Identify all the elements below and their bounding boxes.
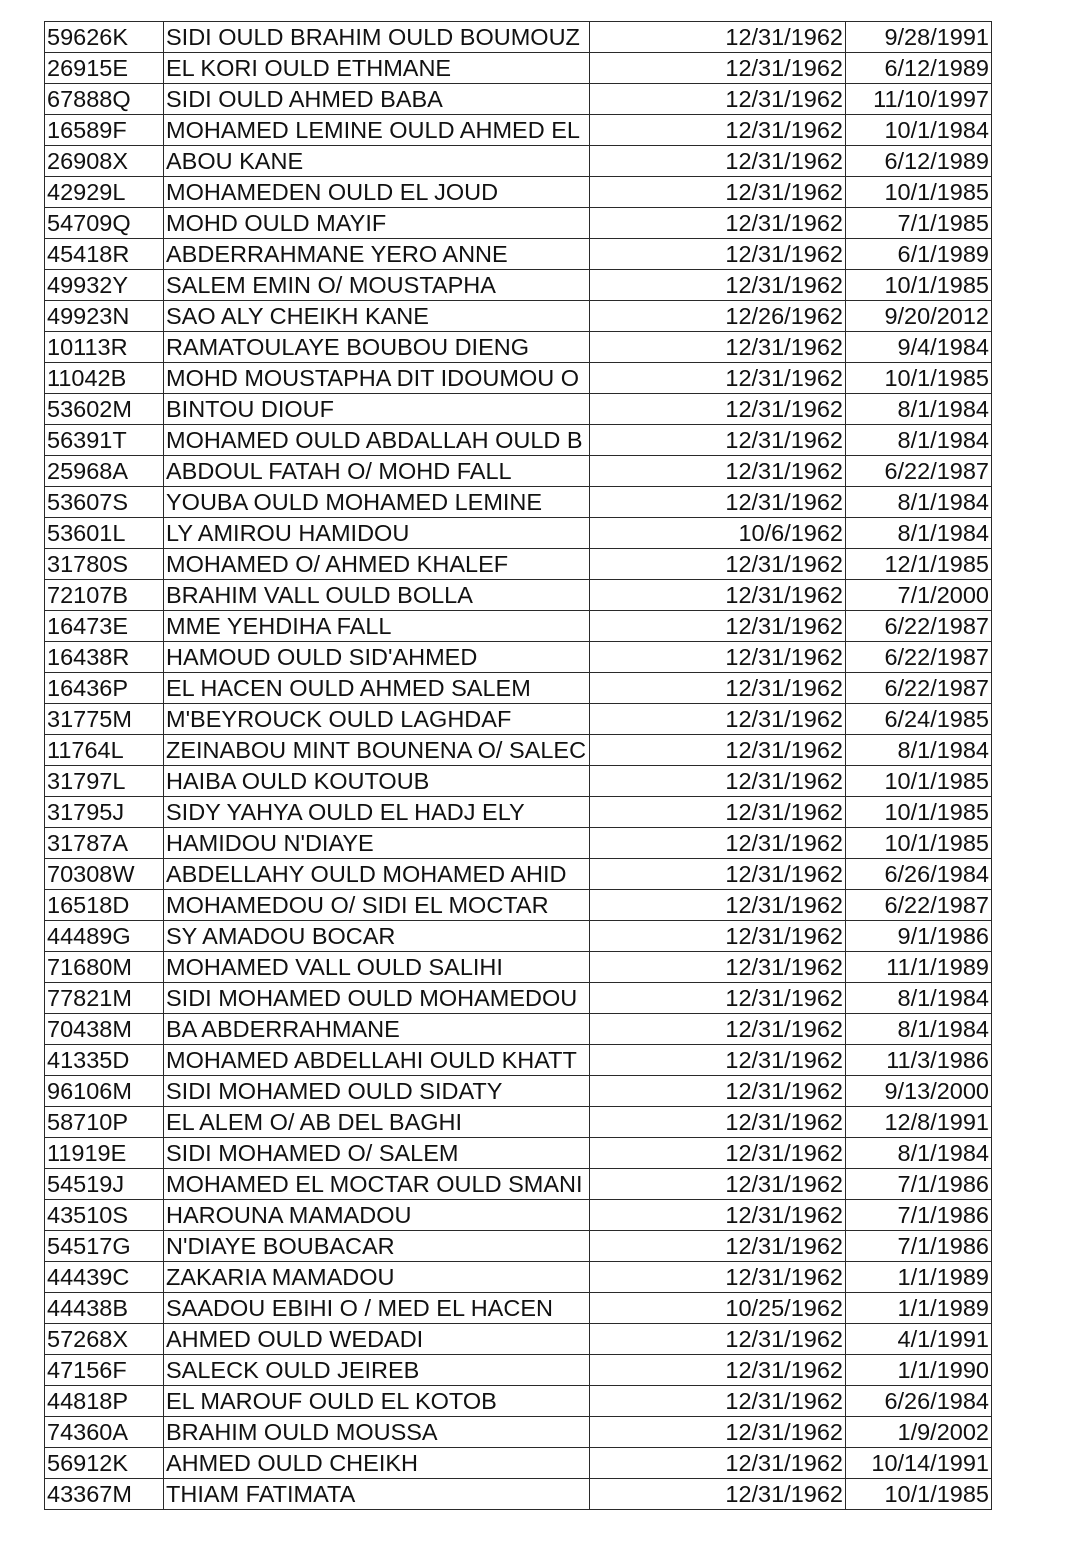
table-row [45,921,992,952]
record-date-1-cell: 12/31/1962 [590,890,846,921]
record-date-2-cell: 12/8/1991 [846,1107,992,1138]
record-date-2-cell: 8/1/1984 [846,1138,992,1169]
record-id-cell: 59626K [45,22,164,53]
record-name-cell: AHMED OULD WEDADI [164,1324,590,1355]
record-name-cell: ABDERRAHMANE YERO ANNE [164,239,590,270]
record-date-2-cell: 8/1/1984 [846,487,992,518]
table-row [45,394,992,425]
record-date-1-cell: 12/31/1962 [590,1417,846,1448]
table-row [45,1355,992,1386]
record-name-cell: HAMOUD OULD SID'AHMED [164,642,590,673]
record-date-2-cell: 6/24/1985 [846,704,992,735]
table-row [45,704,992,735]
table-row [45,1138,992,1169]
table-row [45,766,992,797]
record-date-2-cell: 6/22/1987 [846,673,992,704]
record-name-cell: SIDI MOHAMED O/ SALEM [164,1138,590,1169]
record-id-cell: 72107B [45,580,164,611]
record-id-cell: 25968A [45,456,164,487]
table-row [45,952,992,983]
record-date-1-cell: 12/31/1962 [590,84,846,115]
record-date-1-cell: 12/31/1962 [590,146,846,177]
record-date-1-cell: 12/31/1962 [590,1262,846,1293]
table-row [45,22,992,53]
records-sheet [44,21,991,1510]
record-id-cell: 42929L [45,177,164,208]
record-name-cell: SIDI MOHAMED OULD MOHAMEDOU [164,983,590,1014]
record-date-2-cell: 7/1/1985 [846,208,992,239]
table-row [45,518,992,549]
record-date-1-cell: 12/31/1962 [590,1324,846,1355]
record-date-1-cell: 12/31/1962 [590,115,846,146]
record-id-cell: 54519J [45,1169,164,1200]
record-id-cell: 44818P [45,1386,164,1417]
record-date-1-cell: 12/31/1962 [590,1355,846,1386]
record-name-cell: MME YEHDIHA FALL [164,611,590,642]
record-date-2-cell: 6/12/1989 [846,53,992,84]
records-body [45,22,992,1510]
record-date-1-cell: 12/31/1962 [590,828,846,859]
table-row [45,890,992,921]
record-name-cell: ABDELLAHY OULD MOHAMED AHID [164,859,590,890]
record-name-cell: MOHAMED ABDELLAHI OULD KHATT [164,1045,590,1076]
record-date-1-cell: 12/31/1962 [590,642,846,673]
record-id-cell: 53607S [45,487,164,518]
table-row [45,1293,992,1324]
record-date-1-cell: 12/31/1962 [590,1014,846,1045]
record-date-2-cell: 11/10/1997 [846,84,992,115]
record-date-1-cell: 12/31/1962 [590,673,846,704]
record-date-2-cell: 6/26/1984 [846,1386,992,1417]
record-id-cell: 96106M [45,1076,164,1107]
record-id-cell: 45418R [45,239,164,270]
record-date-2-cell: 11/3/1986 [846,1045,992,1076]
record-name-cell: EL KORI OULD ETHMANE [164,53,590,84]
record-date-1-cell: 10/6/1962 [590,518,846,549]
record-date-2-cell: 10/1/1985 [846,363,992,394]
record-name-cell: MOHAMED VALL OULD SALIHI [164,952,590,983]
record-date-2-cell: 10/14/1991 [846,1448,992,1479]
record-date-2-cell: 6/1/1989 [846,239,992,270]
table-row [45,456,992,487]
record-date-1-cell: 12/31/1962 [590,611,846,642]
record-date-2-cell: 8/1/1984 [846,1014,992,1045]
record-id-cell: 43510S [45,1200,164,1231]
table-row [45,177,992,208]
table-row [45,1200,992,1231]
record-date-2-cell: 10/1/1985 [846,177,992,208]
record-date-2-cell: 9/4/1984 [846,332,992,363]
record-date-1-cell: 12/31/1962 [590,859,846,890]
record-name-cell: ABDOUL FATAH O/ MOHD FALL [164,456,590,487]
record-id-cell: 16436P [45,673,164,704]
record-date-2-cell: 8/1/1984 [846,425,992,456]
record-id-cell: 11042B [45,363,164,394]
record-date-2-cell: 4/1/1991 [846,1324,992,1355]
record-date-2-cell: 1/9/2002 [846,1417,992,1448]
table-row [45,270,992,301]
record-id-cell: 58710P [45,1107,164,1138]
record-id-cell: 67888Q [45,84,164,115]
record-id-cell: 43367M [45,1479,164,1510]
record-date-2-cell: 6/22/1987 [846,890,992,921]
record-date-1-cell: 12/31/1962 [590,177,846,208]
table-row [45,332,992,363]
record-date-1-cell: 12/31/1962 [590,983,846,1014]
record-date-1-cell: 10/25/1962 [590,1293,846,1324]
record-name-cell: SAADOU EBIHI O / MED EL HACEN [164,1293,590,1324]
record-id-cell: 41335D [45,1045,164,1076]
record-id-cell: 70308W [45,859,164,890]
record-id-cell: 16473E [45,611,164,642]
table-row [45,735,992,766]
record-id-cell: 70438M [45,1014,164,1045]
record-date-1-cell: 12/31/1962 [590,332,846,363]
record-date-2-cell: 6/22/1987 [846,611,992,642]
record-id-cell: 11764L [45,735,164,766]
record-name-cell: ZEINABOU MINT BOUNENA O/ SALEC [164,735,590,766]
record-date-2-cell: 1/1/1990 [846,1355,992,1386]
record-date-2-cell: 7/1/1986 [846,1231,992,1262]
record-name-cell: EL HACEN OULD AHMED SALEM [164,673,590,704]
record-date-1-cell: 12/26/1962 [590,301,846,332]
record-name-cell: MOHAMED EL MOCTAR OULD SMANI [164,1169,590,1200]
table-row [45,983,992,1014]
table-row [45,487,992,518]
record-name-cell: SALECK OULD JEIREB [164,1355,590,1386]
record-date-1-cell: 12/31/1962 [590,921,846,952]
table-row [45,363,992,394]
record-date-1-cell: 12/31/1962 [590,952,846,983]
table-row [45,580,992,611]
record-id-cell: 53601L [45,518,164,549]
record-id-cell: 31787A [45,828,164,859]
record-name-cell: MOHAMEDEN OULD EL JOUD [164,177,590,208]
record-date-2-cell: 8/1/1984 [846,983,992,1014]
table-row [45,1107,992,1138]
record-name-cell: SY AMADOU BOCAR [164,921,590,952]
record-id-cell: 26908X [45,146,164,177]
record-date-2-cell: 11/1/1989 [846,952,992,983]
record-name-cell: RAMATOULAYE BOUBOU DIENG [164,332,590,363]
record-date-1-cell: 12/31/1962 [590,363,846,394]
record-date-2-cell: 1/1/1989 [846,1293,992,1324]
record-name-cell: THIAM FATIMATA [164,1479,590,1510]
record-date-2-cell: 8/1/1984 [846,735,992,766]
record-date-1-cell: 12/31/1962 [590,487,846,518]
record-date-1-cell: 12/31/1962 [590,1045,846,1076]
record-date-1-cell: 12/31/1962 [590,208,846,239]
table-row [45,425,992,456]
table-row [45,1386,992,1417]
record-name-cell: MOHD MOUSTAPHA DIT IDOUMOU O [164,363,590,394]
table-row [45,1448,992,1479]
table-row [45,301,992,332]
table-row [45,84,992,115]
record-date-1-cell: 12/31/1962 [590,53,846,84]
record-id-cell: 44438B [45,1293,164,1324]
record-name-cell: BINTOU DIOUF [164,394,590,425]
record-date-1-cell: 12/31/1962 [590,704,846,735]
record-id-cell: 56912K [45,1448,164,1479]
record-name-cell: HAMIDOU N'DIAYE [164,828,590,859]
table-row [45,1417,992,1448]
record-date-2-cell: 6/22/1987 [846,642,992,673]
record-id-cell: 54517G [45,1231,164,1262]
record-name-cell: SIDY YAHYA OULD EL HADJ ELY [164,797,590,828]
record-date-1-cell: 12/31/1962 [590,1138,846,1169]
record-id-cell: 31780S [45,549,164,580]
table-row [45,611,992,642]
record-id-cell: 16438R [45,642,164,673]
record-date-1-cell: 12/31/1962 [590,580,846,611]
record-date-1-cell: 12/31/1962 [590,1231,846,1262]
record-date-2-cell: 9/1/1986 [846,921,992,952]
record-name-cell: LY AMIROU HAMIDOU [164,518,590,549]
record-id-cell: 49932Y [45,270,164,301]
record-id-cell: 31795J [45,797,164,828]
record-date-2-cell: 8/1/1984 [846,394,992,425]
record-name-cell: ABOU KANE [164,146,590,177]
record-name-cell: MOHAMED LEMINE OULD AHMED EL [164,115,590,146]
record-id-cell: 77821M [45,983,164,1014]
record-id-cell: 44439C [45,1262,164,1293]
record-id-cell: 16589F [45,115,164,146]
table-row [45,115,992,146]
record-name-cell: SIDI MOHAMED OULD SIDATY [164,1076,590,1107]
record-name-cell: EL MAROUF OULD EL KOTOB [164,1386,590,1417]
table-row [45,146,992,177]
record-date-1-cell: 12/31/1962 [590,1479,846,1510]
table-row [45,1479,992,1510]
record-date-1-cell: 12/31/1962 [590,1169,846,1200]
record-date-2-cell: 12/1/1985 [846,549,992,580]
record-name-cell: HAROUNA MAMADOU [164,1200,590,1231]
record-id-cell: 31775M [45,704,164,735]
record-date-1-cell: 12/31/1962 [590,425,846,456]
record-date-2-cell: 9/20/2012 [846,301,992,332]
record-name-cell: BA ABDERRAHMANE [164,1014,590,1045]
record-date-2-cell: 6/26/1984 [846,859,992,890]
record-date-2-cell: 7/1/1986 [846,1169,992,1200]
record-date-2-cell: 9/28/1991 [846,22,992,53]
table-row [45,1014,992,1045]
table-row [45,1169,992,1200]
record-name-cell: MOHAMED O/ AHMED KHALEF [164,549,590,580]
record-date-2-cell: 10/1/1984 [846,115,992,146]
record-name-cell: ZAKARIA MAMADOU [164,1262,590,1293]
table-row [45,239,992,270]
record-date-2-cell: 7/1/1986 [846,1200,992,1231]
record-date-2-cell: 9/13/2000 [846,1076,992,1107]
records-table [44,21,992,1510]
record-id-cell: 44489G [45,921,164,952]
record-id-cell: 11919E [45,1138,164,1169]
record-name-cell: MOHAMED OULD ABDALLAH OULD B [164,425,590,456]
table-row [45,642,992,673]
record-id-cell: 10113R [45,332,164,363]
record-date-1-cell: 12/31/1962 [590,394,846,425]
record-date-2-cell: 6/12/1989 [846,146,992,177]
record-name-cell: SIDI OULD AHMED BABA [164,84,590,115]
record-name-cell: EL ALEM O/ AB DEL BAGHI [164,1107,590,1138]
record-name-cell: SALEM EMIN O/ MOUSTAPHA [164,270,590,301]
record-date-2-cell: 10/1/1985 [846,828,992,859]
record-name-cell: SAO ALY CHEIKH KANE [164,301,590,332]
record-name-cell: SIDI OULD BRAHIM OULD BOUMOUZ [164,22,590,53]
table-row [45,859,992,890]
table-row [45,1262,992,1293]
record-date-1-cell: 12/31/1962 [590,1200,846,1231]
record-id-cell: 26915E [45,53,164,84]
record-id-cell: 71680M [45,952,164,983]
table-row [45,1045,992,1076]
record-date-1-cell: 12/31/1962 [590,766,846,797]
record-name-cell: BRAHIM OULD MOUSSA [164,1417,590,1448]
record-date-1-cell: 12/31/1962 [590,797,846,828]
record-name-cell: M'BEYROUCK OULD LAGHDAF [164,704,590,735]
record-date-2-cell: 10/1/1985 [846,797,992,828]
record-date-1-cell: 12/31/1962 [590,549,846,580]
table-row [45,208,992,239]
table-row [45,1231,992,1262]
table-row [45,828,992,859]
record-id-cell: 49923N [45,301,164,332]
table-row [45,53,992,84]
record-id-cell: 57268X [45,1324,164,1355]
record-date-1-cell: 12/31/1962 [590,456,846,487]
record-date-1-cell: 12/31/1962 [590,1386,846,1417]
record-id-cell: 54709Q [45,208,164,239]
record-id-cell: 16518D [45,890,164,921]
table-row [45,1324,992,1355]
table-row [45,673,992,704]
record-date-2-cell: 7/1/2000 [846,580,992,611]
table-row [45,797,992,828]
record-id-cell: 56391T [45,425,164,456]
record-name-cell: AHMED OULD CHEIKH [164,1448,590,1479]
record-date-1-cell: 12/31/1962 [590,22,846,53]
record-date-1-cell: 12/31/1962 [590,239,846,270]
record-name-cell: BRAHIM VALL OULD BOLLA [164,580,590,611]
record-name-cell: MOHAMEDOU O/ SIDI EL MOCTAR [164,890,590,921]
record-name-cell: N'DIAYE BOUBACAR [164,1231,590,1262]
record-date-1-cell: 12/31/1962 [590,1076,846,1107]
record-id-cell: 47156F [45,1355,164,1386]
record-name-cell: HAIBA OULD KOUTOUB [164,766,590,797]
record-date-2-cell: 10/1/1985 [846,1479,992,1510]
record-id-cell: 74360A [45,1417,164,1448]
record-date-2-cell: 10/1/1985 [846,270,992,301]
record-date-1-cell: 12/31/1962 [590,270,846,301]
record-id-cell: 31797L [45,766,164,797]
record-date-1-cell: 12/31/1962 [590,1448,846,1479]
record-date-2-cell: 1/1/1989 [846,1262,992,1293]
record-name-cell: MOHD OULD MAYIF [164,208,590,239]
record-date-1-cell: 12/31/1962 [590,735,846,766]
table-row [45,1076,992,1107]
record-date-2-cell: 10/1/1985 [846,766,992,797]
record-id-cell: 53602M [45,394,164,425]
record-date-2-cell: 6/22/1987 [846,456,992,487]
record-date-1-cell: 12/31/1962 [590,1107,846,1138]
record-name-cell: YOUBA OULD MOHAMED LEMINE [164,487,590,518]
record-date-2-cell: 8/1/1984 [846,518,992,549]
table-row [45,549,992,580]
